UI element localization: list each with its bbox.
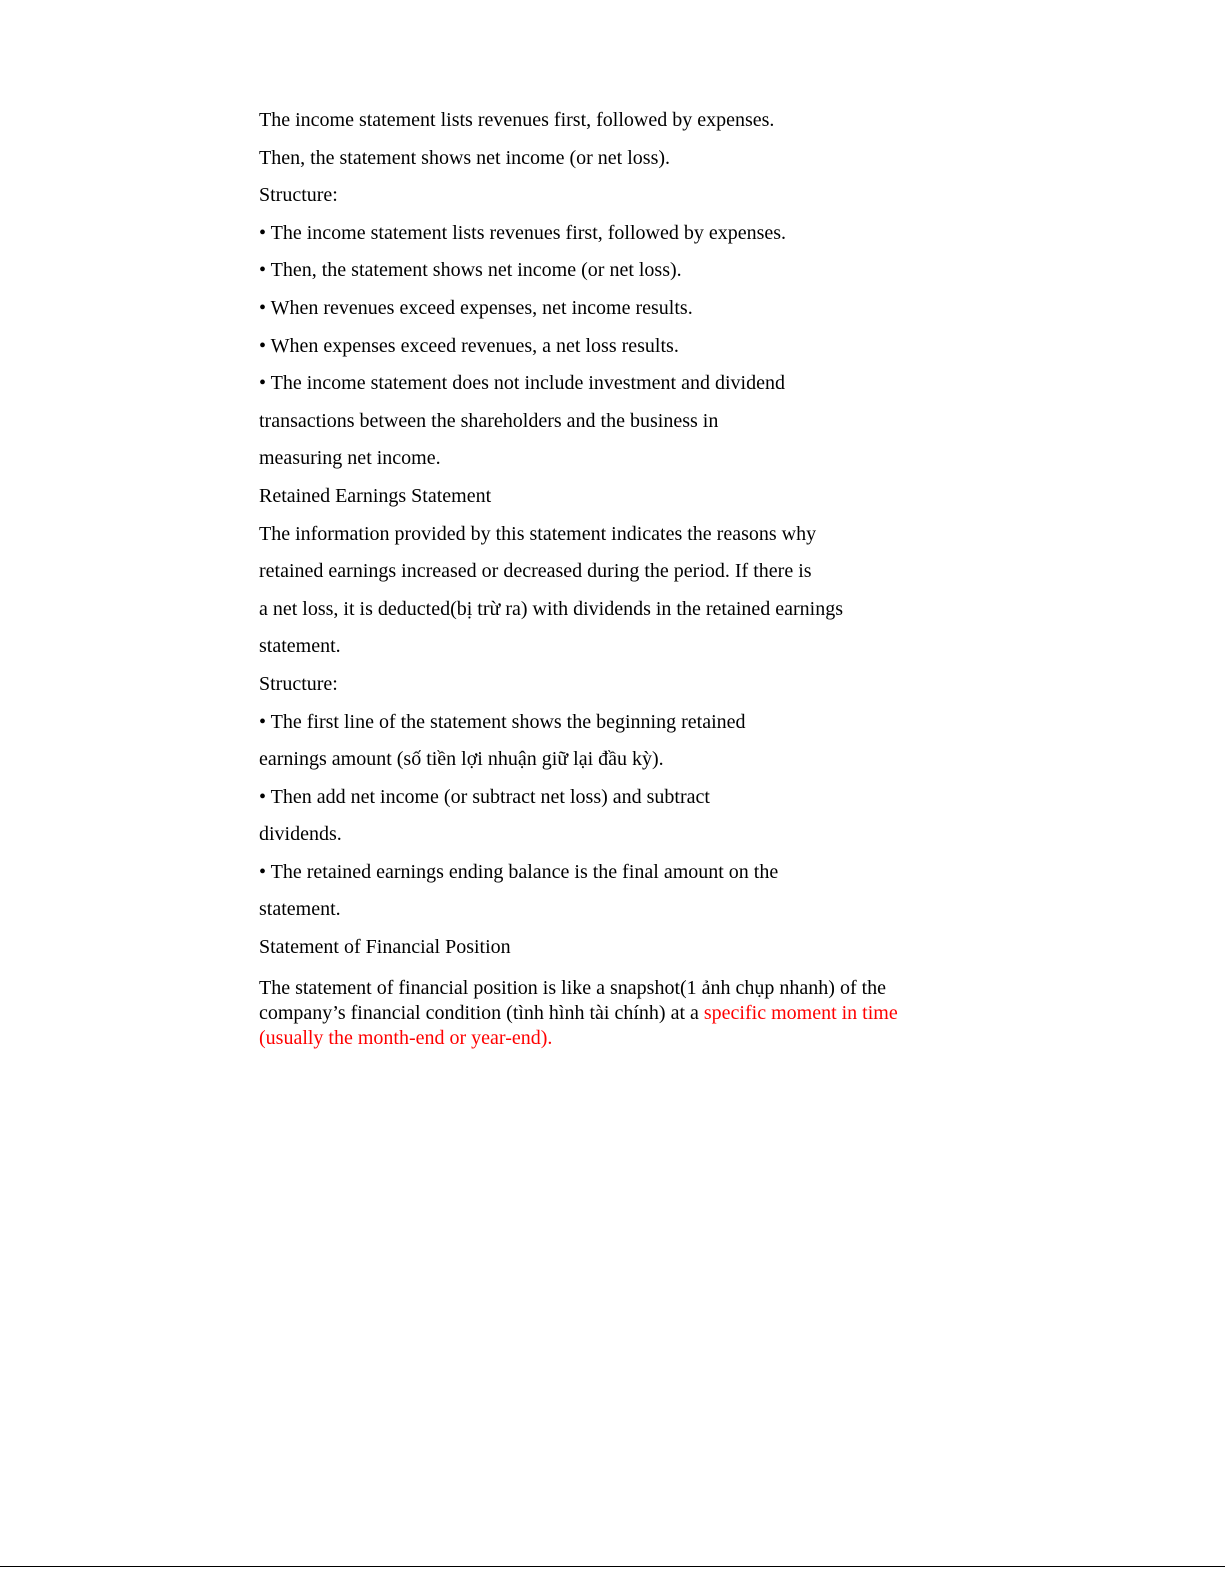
- document-body: [259, 105, 959, 1051]
- final-paragraph: [259, 976, 959, 1051]
- bullet-item: • The first line of the statement shows the beginning retained: [259, 710, 746, 733]
- bullet-item: • Then, the statement shows net income (or net loss).: [259, 259, 682, 282]
- highlighted-text: specific moment in time: [703, 1001, 898, 1024]
- text-line: Then, the statement shows net income (or net loss).: [259, 146, 671, 169]
- section-label: Structure:: [259, 184, 338, 207]
- section-heading: Retained Earnings Statement: [259, 484, 492, 507]
- text-line: [259, 1001, 959, 1026]
- bullet-item: • The income statement lists revenues first, followed by expenses.: [259, 221, 787, 244]
- bullet-item: • When revenues exceed expenses, net income results.: [259, 296, 693, 319]
- bullet-item: • When expenses exceed revenues, a net loss results.: [259, 334, 679, 357]
- bullet-item: • Then add net income (or subtract net loss) and subtract: [259, 785, 710, 808]
- text-segment: company’s financial condition (tình hình tài chính) at a: [259, 1001, 704, 1024]
- text-line: statement.: [259, 898, 341, 921]
- text-line: dividends.: [259, 823, 342, 846]
- text-line: retained earnings increased or decreased during the period. If there is: [259, 560, 812, 583]
- section-label: Structure:: [259, 672, 338, 695]
- text-line: The information provided by this statement indicates the reasons why: [259, 522, 817, 545]
- bullet-item: • The income statement does not include investment and dividend: [259, 372, 785, 395]
- text-line: measuring net income.: [259, 447, 441, 470]
- bullet-item: • The retained earnings ending balance is the final amount on the: [259, 860, 779, 883]
- text-line: earnings amount (số tiền lợi nhuận giữ lại đầu kỳ).: [259, 748, 664, 771]
- text-line: The income statement lists revenues first, followed by expenses.: [259, 109, 775, 131]
- page-bottom-rule: [0, 1566, 1225, 1567]
- text-line: The statement of financial position is like a snapshot(1 ảnh chụp nhanh) of the: [259, 976, 887, 999]
- highlighted-text: (usually the month-end or year-end).: [259, 1026, 553, 1049]
- section-heading: Statement of Financial Position: [259, 936, 511, 959]
- text-line: a net loss, it is deducted(bị trừ ra) with dividends in the retained earnings: [259, 597, 844, 620]
- text-line: statement.: [259, 635, 341, 658]
- text-line: transactions between the shareholders and the business in: [259, 409, 719, 432]
